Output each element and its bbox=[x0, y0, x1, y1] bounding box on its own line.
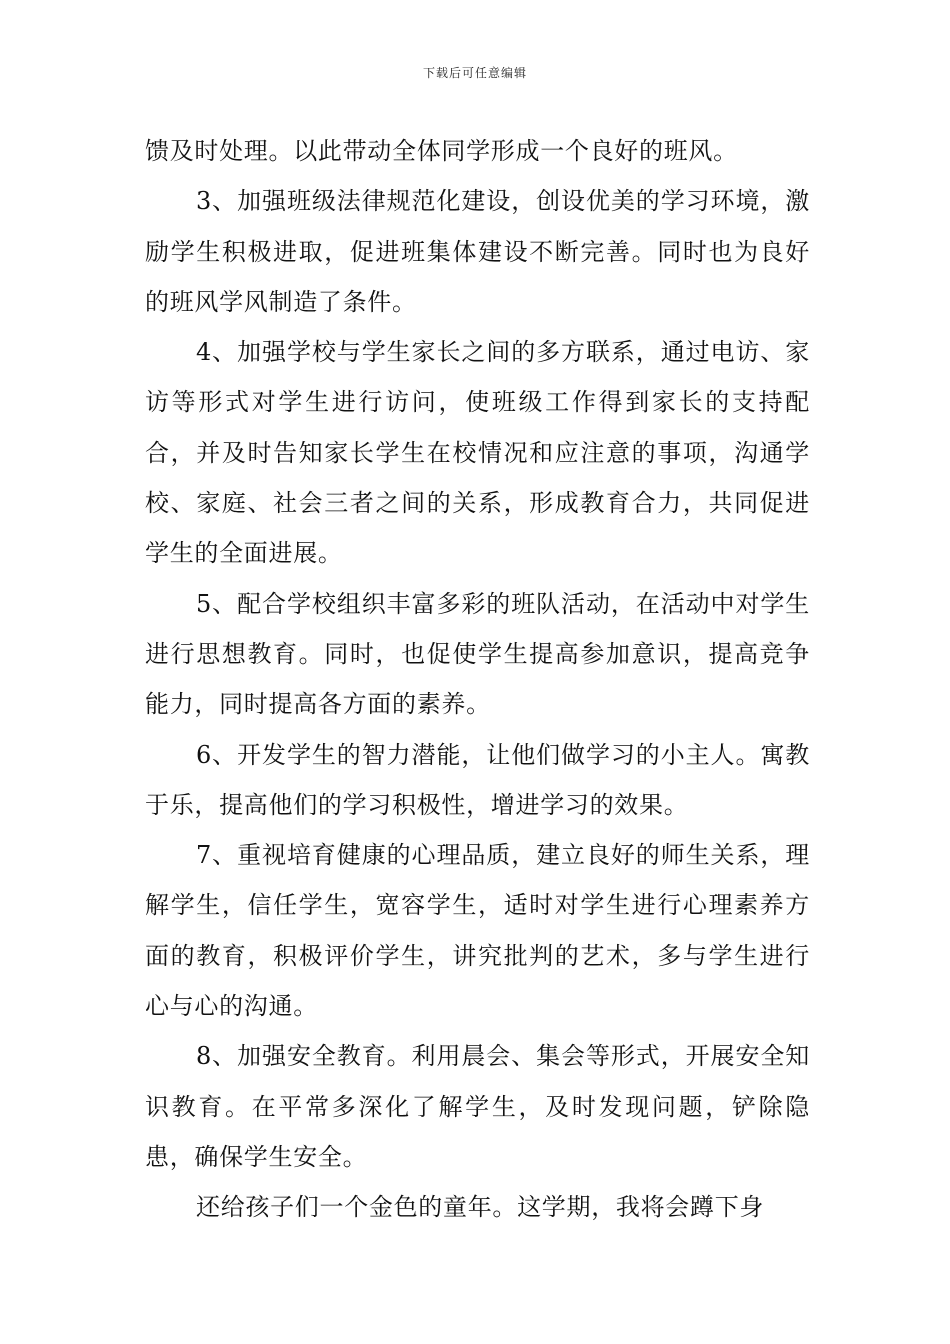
paragraph-continuation: 馈及时处理。以此带动全体同学形成一个良好的班风。 bbox=[145, 137, 738, 165]
paragraph-item-6: 6、开发学生的智力潜能，让他们做学习的小主人。寓教于乐，提高他们的学习积极性，增进学习的效果。 bbox=[145, 740, 810, 819]
page-header: 下载后可任意编辑 bbox=[422, 66, 527, 80]
paragraph-item-5: 5、配合学校组织丰富多彩的班队活动，在活动中对学生进行思想教育。同时，也促使学生提高参加意识，提高竞争能力，同时提高各方面的素养。 bbox=[145, 589, 810, 719]
paragraph-item-7: 7、重视培育健康的心理品质，建立良好的师生关系，理解学生，信任学生，宽容学生，适时对学生进行心理素养方面的教育，积极评价学生，讲究批判的艺术，多与学生进行心与心的沟通。 bbox=[145, 841, 810, 1021]
document-body bbox=[145, 126, 810, 1233]
paragraph-item-8: 8、加强安全教育。利用晨会、集会等形式，开展安全知识教育。在平常多深化了解学生，及时发现问题，铲除隐患，确保学生安全。 bbox=[145, 1042, 810, 1171]
paragraph-item-4: 4、加强学校与学生家长之间的多方联系，通过电访、家访等形式对学生进行访问，使班级工作得到家长的支持配合，并及时告知家长学生在校情况和应注意的事项，沟通学校、家庭、社会三者之间的关系，形成教育合力，共同促进学生的全面进展。 bbox=[145, 338, 810, 568]
paragraph-item-3: 3、加强班级法律规范化建设，创设优美的学习环境，激励学生积极进取，促进班集体建设不断完善。同时也为良好的班风学风制造了条件。 bbox=[145, 187, 810, 316]
paragraph-closing: 还给孩子们一个金色的童年。这学期，我将会蹲下身 bbox=[196, 1193, 765, 1222]
